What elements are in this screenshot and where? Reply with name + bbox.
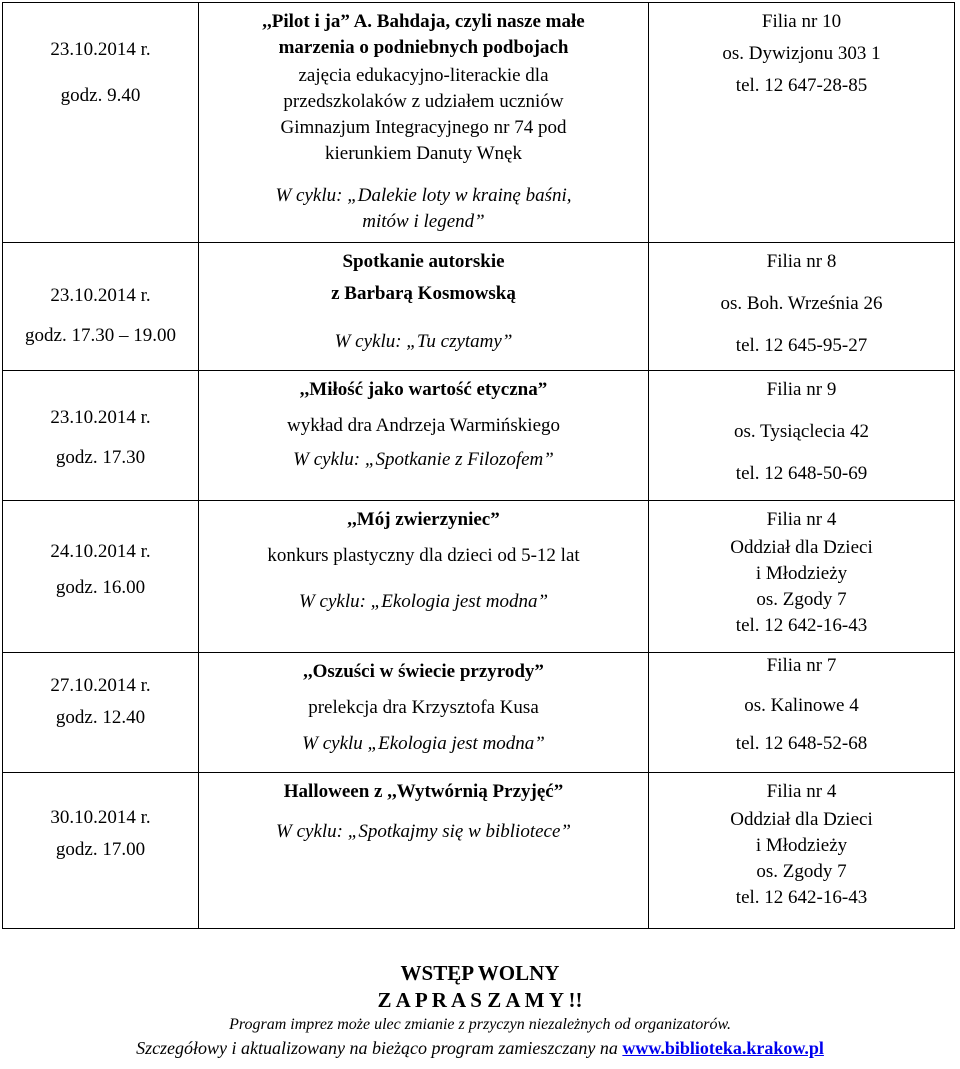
event-place-cell xyxy=(649,3,955,243)
event-description: wykład dra Andrzeja Warmińskiego xyxy=(286,415,560,436)
event-date: 24.10.2014 r. xyxy=(50,541,151,562)
event-branch: Filia nr 8 xyxy=(766,251,837,272)
event-desc-cell xyxy=(199,243,649,371)
event-department: Oddział dla Dzieci xyxy=(730,809,873,830)
event-row xyxy=(3,773,955,929)
event-date: 27.10.2014 r. xyxy=(50,675,151,696)
event-description: zajęcia edukacyjno-literackie dla xyxy=(298,65,549,86)
event-phone: tel. 12 648-52-68 xyxy=(735,733,868,754)
event-date-cell xyxy=(3,653,199,773)
event-branch: Filia nr 10 xyxy=(761,11,842,32)
event-date: 23.10.2014 r. xyxy=(50,39,151,60)
event-desc-cell xyxy=(199,773,649,929)
event-place-cell xyxy=(649,653,955,773)
event-row xyxy=(3,243,955,371)
invitation-text: Z A P R A S Z A M Y !! xyxy=(377,988,583,1012)
event-place-cell xyxy=(649,243,955,371)
event-time: godz. 17.30 xyxy=(55,447,146,468)
event-address: os. Tysiąclecia 42 xyxy=(734,421,869,442)
event-cycle: W cyklu „Ekologia jest modna” xyxy=(302,733,545,754)
event-address: os. Zgody 7 xyxy=(756,589,847,610)
event-branch: Filia nr 4 xyxy=(766,781,837,802)
event-row xyxy=(3,3,955,243)
event-time: godz. 17.30 – 19.00 xyxy=(25,325,176,346)
event-title-line2: z Barbarą Kosmowską xyxy=(331,283,516,304)
event-row xyxy=(3,501,955,653)
event-title: ,,Oszuści w świecie przyrody” xyxy=(303,661,544,682)
event-time: godz. 17.00 xyxy=(55,839,146,860)
event-date-cell xyxy=(3,501,199,653)
event-title: ,,Mój zwierzyniec” xyxy=(347,509,500,530)
event-cycle: W cyklu: „Dalekie loty w krainę baśni, xyxy=(275,185,572,206)
event-department: i Młodzieży xyxy=(755,563,848,584)
event-cycle: W cyklu: „Spotkanie z Filozofem” xyxy=(293,449,554,470)
event-desc-cell xyxy=(199,501,649,653)
event-row xyxy=(3,371,955,501)
event-phone: tel. 12 642-16-43 xyxy=(735,615,868,636)
event-cycle: W cyklu: „Tu czytamy” xyxy=(334,331,513,352)
event-phone: tel. 12 648-50-69 xyxy=(735,463,868,484)
event-address: os. Kalinowe 4 xyxy=(744,695,859,716)
event-cycle: mitów i legend” xyxy=(362,211,485,232)
event-branch: Filia nr 7 xyxy=(766,655,837,676)
event-branch: Filia nr 4 xyxy=(766,509,837,530)
event-row xyxy=(3,653,955,773)
event-desc-cell xyxy=(199,371,649,501)
library-website-link[interactable]: www.biblioteka.krakow.pl xyxy=(622,1038,824,1058)
event-time: godz. 16.00 xyxy=(55,577,146,598)
event-title: Halloween z ,,Wytwórnią Przyjęć” xyxy=(283,781,564,802)
event-date: 30.10.2014 r. xyxy=(50,807,151,828)
event-date: 23.10.2014 r. xyxy=(50,285,151,306)
footer xyxy=(0,960,960,1060)
event-department: i Młodzieży xyxy=(755,835,848,856)
event-phone: tel. 12 645-95-27 xyxy=(735,335,868,356)
event-phone: tel. 12 647-28-85 xyxy=(735,75,868,96)
event-address: os. Dywizjonu 303 1 xyxy=(722,43,881,64)
event-date-cell xyxy=(3,371,199,501)
event-title-line2: marzenia o podniebnych podbojach xyxy=(278,37,569,58)
event-time: godz. 12.40 xyxy=(55,707,146,728)
event-date-cell xyxy=(3,773,199,929)
event-description: prelekcja dra Krzysztofa Kusa xyxy=(308,697,539,718)
program-details-text: Szczegółowy i aktualizowany na bieżąco program zamieszczany na xyxy=(136,1038,618,1058)
event-branch: Filia nr 9 xyxy=(766,379,837,400)
event-desc-cell xyxy=(199,653,649,773)
free-entry-text: WSTĘP WOLNY xyxy=(400,961,560,985)
event-description: kierunkiem Danuty Wnęk xyxy=(325,143,522,164)
program-details-line xyxy=(0,1036,960,1060)
event-desc-cell xyxy=(199,3,649,243)
event-title: ,,Pilot i ja” A. Bahdaja, czyli nasze małe xyxy=(262,11,585,32)
program-change-note: Program imprez może ulec zmianie z przyczyn niezależnych od organizatorów. xyxy=(229,1016,731,1033)
events-table xyxy=(2,2,955,929)
event-description: przedszkolaków z udziałem uczniów xyxy=(283,91,564,112)
event-title: Spotkanie autorskie xyxy=(342,251,505,272)
event-phone: tel. 12 642-16-43 xyxy=(735,887,868,908)
event-cycle: W cyklu: „Ekologia jest modna” xyxy=(298,591,549,612)
event-department: Oddział dla Dzieci xyxy=(730,537,873,558)
event-address: os. Boh. Września 26 xyxy=(720,293,883,314)
event-description: Gimnazjum Integracyjnego nr 74 pod xyxy=(280,117,567,138)
event-description: konkurs plastyczny dla dzieci od 5-12 lat xyxy=(267,545,580,566)
event-place-cell xyxy=(649,773,955,929)
event-place-cell xyxy=(649,371,955,501)
event-title: ,,Miłość jako wartość etyczna” xyxy=(299,379,548,400)
event-address: os. Zgody 7 xyxy=(756,861,847,882)
event-date-cell xyxy=(3,243,199,371)
event-place-cell xyxy=(649,501,955,653)
event-time: godz. 9.40 xyxy=(60,85,141,106)
event-cycle: W cyklu: „Spotkajmy się w bibliotece” xyxy=(276,821,571,842)
event-date: 23.10.2014 r. xyxy=(50,407,151,428)
event-date-cell xyxy=(3,3,199,243)
